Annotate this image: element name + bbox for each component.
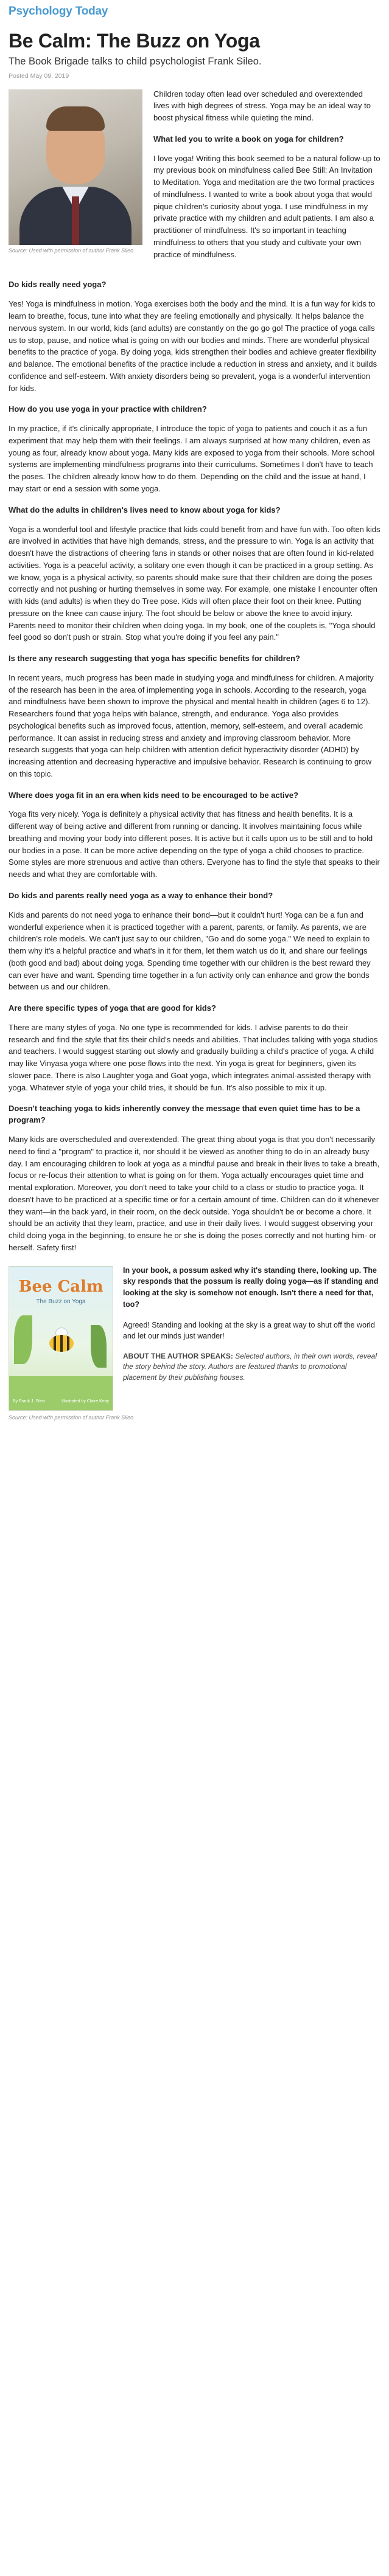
question-heading: Doesn't teaching yoga to kids inherently convey the message that even quiet time has to be a program? [9,1104,360,1125]
answer-paragraph: I love yoga! Writing this book seemed to be a natural follow-up to my previous book on mindfulness called Bee Still: An Invitation to Meditation. Yoga and meditation are the two formal practices of mindfulness. I wanted to write a book about yoga that would pique children's curiosity about yoga. I use mindfulness in my private practice with my children and adult patients. I am also a practitioner of mindfulness. It's so important in teaching mindfulness to others that you study and cultivate your own practice of mindfulness. [153,153,380,259]
bee-illustration [49,1335,74,1352]
question-heading: What led you to write a book on yoga for children? [153,134,344,144]
question-heading: What do the adults in children's lives need to know about yoga for kids? [9,505,281,514]
answer-paragraph: In recent years, much progress has been made in studying yoga and mindfulness for children. A majority of the research has been in the area of implementing yoga in schools. According to the research, yoga and mindfulness have been shown to improve the physical and mental health in children (ages 6 to 12). Researchers found that yoga helps with balance, strength, and endurance. Yoga also provides psychological benefits such as improved focus, attention, memory, self-esteem, and overall academic performance. It can assist in reducing stress and anxiety and improving classroom behavior. More research suggests that yoga can help children with attention deficit hyperactivity disorder (ADHD) by increasing attention and decreasing hyperactive and impulsive behavior. Research is continuing to grow on this topic. [9,673,374,778]
book-caption: Source: Used with permission of author Frank Sileo [9,1414,134,1421]
question-heading: Where does yoga fit in an era when kids need to be encouraged to be active? [9,790,299,800]
header [9,0,380,23]
question-heading: Do kids really need yoga? [9,280,107,289]
book-cover-subtitle: The Buzz on Yoga [36,1298,86,1305]
answer-paragraph: Yes! Yoga is mindfulness in motion. Yoga exercises both the body and the mind. It is a fun way for kids to learn to breathe, focus, tune into what they are feeling emotionally and physically. It helps balance the nervous system. In our world, kids (and adults) are constantly on the go go go! The practice of yoga calls us to stop, pause, and notice what is going on with our bodies and minds. There are wonderful physical benefits to the practice of yoga. By doing yoga, kids strengthen their bodies and achieve greater flexibility and balance. The emotional benefits of the practice include a reduction in stress and anxiety, and it builds confidence and self-esteem. With anxiety disorders being so prevalent, yoga is a wonderful intervention for kids. [9,299,377,393]
book-section [9,1265,380,1422]
answer-paragraph: Many kids are overscheduled and overextended. The great thing about yoga is that you don't necessarily need to find a "program" to practice it, nor should it be viewed as another thing to do in an already busy day. I am encouraging children to look at yoga as a mindful pause and break in their lives to take a breath, focus or re-focus their attention to what is going on for them. Yoga actually encourages quiet time and mental exploration. Moreover, you don't need to take your child to a class or studio to practice yoga. It doesn't have to be practiced at a specific time or for a certain amount of time. Children can do it whenever they want—in the back yard, in their room, on the deck outside. Yoga shouldn't be or become a chore. It should be an activity that they learn, practice, and use in their daily lives. I would suggest observing your child doing yoga in the beginning, to ensure he or she is doing the poses correctly and not hurting him- or herself. Safety first! [9,1135,379,1252]
answer-paragraph: Yoga fits very nicely. Yoga is definitely a physical activity that has fitness and health benefits. It is a different way of being active and different from running or dancing. It involves maintaining focus while breathing and moving your body into different poses. It is active but it calls upon us to be still and to hold our bodies in a pose. It can be more active depending on the type of yoga a child chooses to practice. Some styles are more strenuous and active than others. Everyone has to find the style that speaks to their needs and what they are comfortable with. [9,809,380,879]
site-logo[interactable]: Psychology Today [9,5,108,18]
article-body [9,88,380,1422]
post-date: Posted May 09, 2019 [9,72,69,80]
author-photo [9,89,142,245]
article-subtitle: The Book Brigade talks to child psychologist Frank Sileo. [9,56,262,68]
question-heading: How do you use yoga in your practice with children? [9,404,207,414]
book-cover-author: By Frank J. Sileo [13,1399,45,1404]
intro-paragraph: Children today often lead over scheduled and overextended lives with high degrees of stress. Yoga may be an ideal way to boost physical fitness while quieting the mind. [153,89,371,123]
about-text: Selected authors, in their own words, reveal the story behind the story. Authors are featured thanks to promotional placement by their publishing houses. [123,1352,377,1382]
answer-paragraph: Agreed! Standing and looking at the sky is a great way to shut off the world and let our minds just wander! [123,1320,375,1341]
question-heading: Do kids and parents really need yoga as a way to enhance their bond? [9,890,273,900]
answer-paragraph: Kids and parents do not need yoga to enhance their bond—but it couldn't hurt! Yoga can be a fun and wonderful experience when it is practiced together with a parent, parents, or family. As parents, we are children's role models. We can't just say to our children, "Go and do some yoga." We need to explain to them why it's a helpful practice and what's in it for them, let them watch us do it, and share our feelings (both good and bad) about doing yoga. Spending time together with our children is the best reward they can ever have and want. Spending time together in a fun activity only can enhance and grow the bonds between us and our children. [9,910,371,992]
photo-caption: Source: Used with permission of author Frank Sileo [9,247,134,254]
answer-paragraph: There are many styles of yoga. No one type is recommended for kids. I advise parents to do their research and find the style that fits their child's needs and abilities. That includes talking with yoga studios and teachers. I would suggest starting out slowly and gradually building a child's practice of yoga. A child may like Vinyasa yoga where one pose flows into the next. Yin yoga is great for beginners, given its slower pace. There is also Laughter yoga and Goat yoga, which integrates animal-assisted therapy with yoga. Whatever style of yoga your child tries, it should be fun. It's also possible to mix it up. [9,1022,378,1092]
book-cover-image [9,1266,113,1411]
answer-paragraph: Yoga is a wonderful tool and lifestyle practice that kids could benefit from and have fun with. Too often kids are involved in activities that have high demands, stress, and the pressure to win. Yoga is an activity that doesn't have the distractions of cheering fans in stands or other noises that are often found in kid-related activities. Yoga is a peaceful activity, a solitary one even though it can be practiced in a group setting. As we know, yoga is a physical activity, so parents should make sure that their children are doing the poses correctly and not pushing or hurting themselves in some way. For example, one mistake I encounter often with kids (and adults) is when they do Tree pose. Kids will often place their foot on their knee. Putting pressure on the knee can cause injury. The foot should be below or above the knee to avoid injury. Parents need to monitor their children when doing yoga. In my book, one of the couplets is, "Yoga should feel good so don't push or strain. Stop what you're doing if you feel any pain." [9,524,380,642]
article-title: Be Calm: The Buzz on Yoga [9,30,260,52]
answer-paragraph: In my practice, if it's clinically appropriate, I introduce the topic of yoga to patients and couch it as a fun experiment that may help them with their feelings. I am always surprised at how many children, even as young as four, already know about yoga. Many kids are exposed to yoga from their schools. More school systems are implementing mindfulness programs into their curriculums. Sometimes I don't have to teach the poses. The children already know how to do them. Depending on the child and the issue at hand, I may start or end a session with some yoga. [9,424,375,493]
book-cover-illustrator: Illustrated by Claire Keay [61,1399,109,1404]
about-label: ABOUT THE AUTHOR SPEAKS: [123,1352,233,1361]
question-heading: In your book, a possum asked why it's standing there, looking up. The sky responds that the possum is really doing yoga—as if standing and looking at the sky is somehow not enough. Isn't there a need for that, too? [123,1265,379,1309]
question-heading: Are there specific types of yoga that are good for kids? [9,1003,216,1013]
question-heading: Is there any research suggesting that yoga has specific benefits for children? [9,654,300,663]
author-photo-figure [9,89,142,255]
book-cover-title: Bee Calm [18,1277,103,1296]
